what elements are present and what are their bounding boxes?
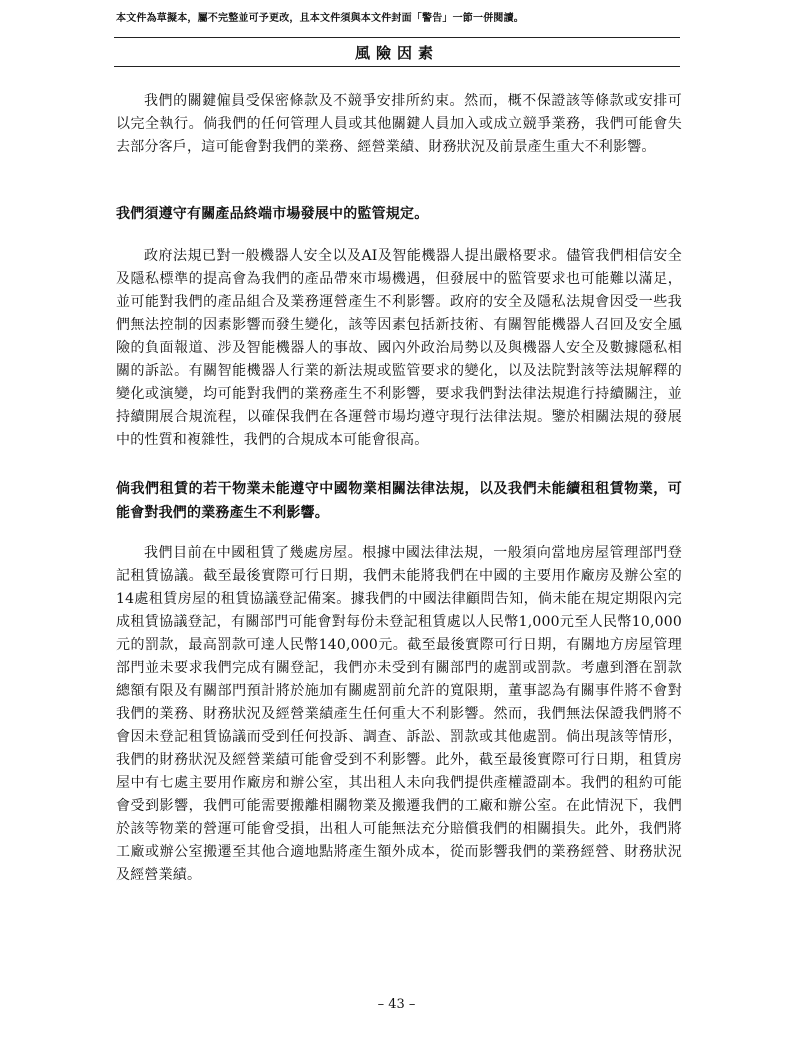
paragraph-block (116, 245, 682, 452)
section-title: 風險因素 (354, 44, 439, 62)
paragraph-block (116, 542, 682, 887)
risk-heading-regulation: 我們須遵守有關產品終端市場發展中的監管規定。 (116, 206, 429, 222)
page-number: – 43 – (377, 997, 416, 1012)
paragraph-key-employees: 我們的關鍵僱員受保密條款及不競爭安排所約束。然而，概不保證該等條款或安排可以完全執行。倘我們的任何管理人員或其他關鍵人員加入或成立競爭業務，我們可能會失去部分客戶，這可能會對我們的業務、經營業績、財務狀況及前景產生重大不利影響。 (116, 93, 682, 155)
paragraph-leased-properties: 我們目前在中國租賃了幾處房屋。根據中國法律法規，一般須向當地房屋管理部門登記租賃協議。截至最後實際可行日期，我們未能將我們在中國的主要用作廠房及辦公室的14處租賃房屋的租賃協議登記備案。據我們的中國法律顧問告知，倘未能在規定期限內完成租賃協議登記，有關部門可能會對每份未登記租賃處以人民幣1,000元至人民幣10,000元的罰款，最高罰款可達人民幣140,000元。截至最後實際可行日期，有關地方房屋管理部門並未要求我們完成有關登記，我們亦未受到有關部門的處罰或罰款。考慮到潛在罰款總額有限及有關部門預計將於施加有關處罰前允許的寬限期，董事認為有關事件將不會對我們的業務、財務狀況及經營業績產生任何重大不利影響。然而，我們無法保證我們將不會因未登記租賃協議而受到任何投訴、調查、訴訟、罰款或其他處罰。倘出現該等情形，我們的財務狀況及經營業績可能會受到不利影響。此外，截至最後實際可行日期，租賃房屋中有七處主要用作廠房和辦公室，其出租人未向我們提供產權證副本。我們的租約可能會受到影響，我們可能需要搬離相關物業及搬遷我們的工廠和辦公室。在此情況下，我們於該等物業的營運可能會受損，出租人可能無法充分賠償我們的相關損失。此外，我們將工廠或辦公室搬遷至其他合適地點將產生額外成本，從而影響我們的業務經營、財務狀況及經營業績。 (116, 545, 682, 883)
heading-block (116, 202, 682, 226)
draft-notice: 本文件為草擬本，屬不完整並可予更改，且本文件須與本文件封面「警告」一節一併閱讀。 (116, 13, 524, 24)
paragraph-block (116, 90, 682, 159)
header-rule-top (114, 37, 680, 38)
paragraph-regulation: 政府法規已對一般機器人安全以及AI及智能機器人提出嚴格要求。儘管我們相信安全及隱私標準的提高會為我們的產品帶來市場機遇，但發展中的監管要求也可能難以滿足，並可能對我們的產品組合及業務運營產生不利影響。政府的安全及隱私法規會因受一些我們無法控制的因素影響而發生變化，該等因素包括新技術、有關智能機器人召回及安全風險的負面報道、涉及智能機器人的事故、國內外政治局勢以及與機器人安全及數據隱私相關的訴訟。有關智能機器人行業的新法規或監管要求的變化，以及法院對該等法規解釋的變化或演變，均可能對我們的業務產生不利影響，要求我們對法律法規進行持續關注，並持續開展合規流程，以確保我們在各運營市場均遵守現行法律法規。鑒於相關法規的發展中的性質和複雜性，我們的合規成本可能會很高。 (116, 248, 682, 448)
heading-block (116, 477, 682, 525)
risk-heading-leased-properties: 倘我們租賃的若干物業未能遵守中國物業相關法律法規，以及我們未能續租租賃物業，可能會對我們的業務產生不利影響。 (116, 481, 682, 521)
header-rule-bottom (114, 66, 680, 67)
